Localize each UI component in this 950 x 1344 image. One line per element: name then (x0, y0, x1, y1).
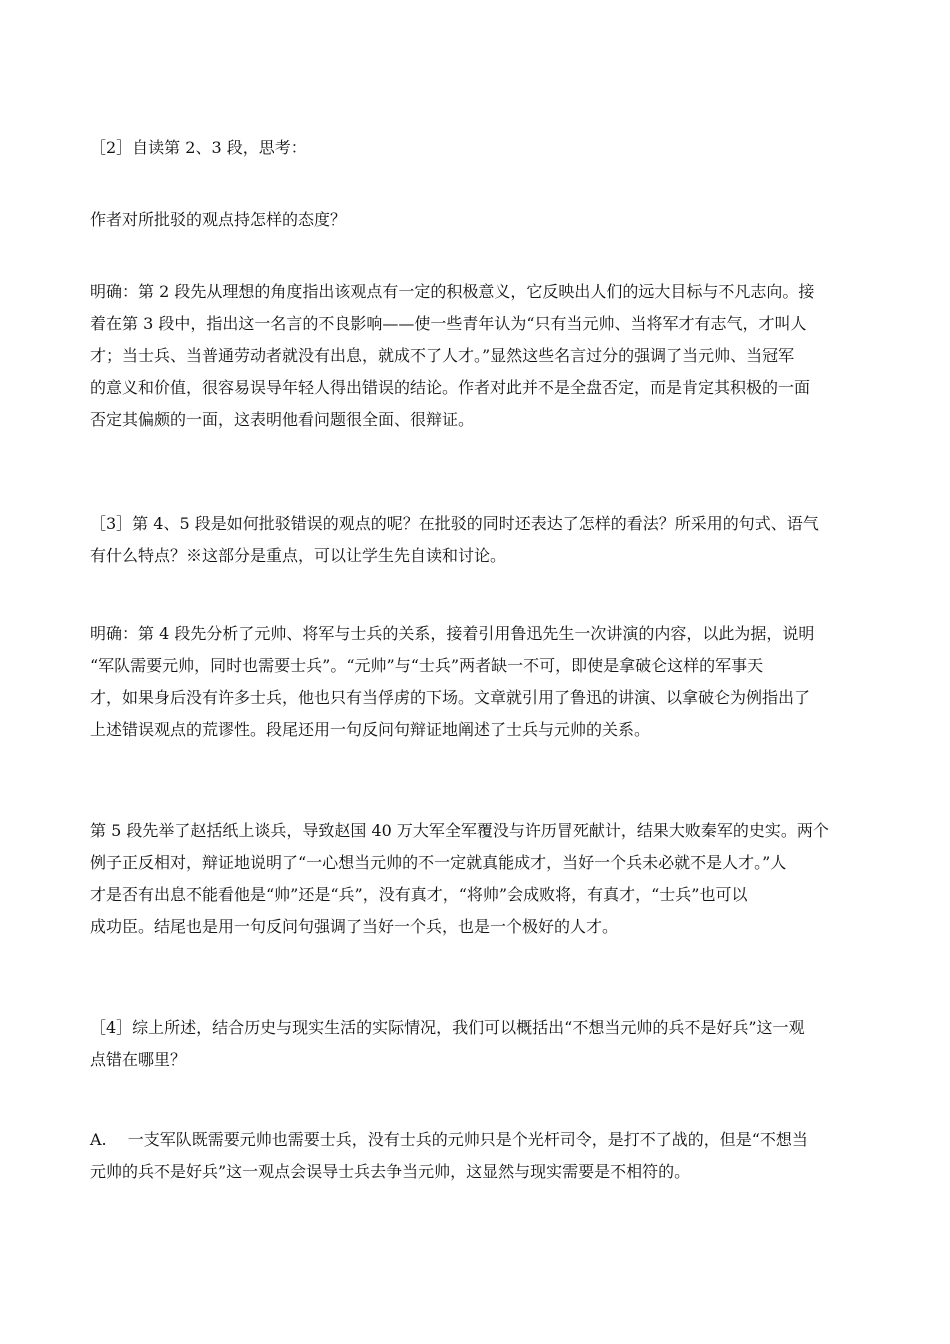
text-line: A. 一支军队既需要元帅也需要士兵，没有士兵的元帅只是个光杆司令，是打不了战的，但是“不想当 (90, 1130, 808, 1149)
text-line: ［2］自读第 2、3 段，思考： (90, 138, 307, 157)
question-3-prompt (90, 508, 862, 572)
text-line: 有什么特点？※这部分是重点，可以让学生先自读和讨论。 (90, 546, 507, 565)
text-line: 的意义和价值，很容易误导年轻人得出错误的结论。作者对此并不是全盘否定，而是肯定其积极的一面 (90, 378, 811, 397)
text-line: 明确：第 4 段先分析了元帅、将军与士兵的关系，接着引用鲁迅先生一次讲演的内容，以此为据，说明 (90, 624, 815, 643)
text-line: 第 5 段先举了赵括纸上谈兵，导致赵国 40 万大军全军覆没与许历冒死献计，结果大败秦军的史实。两个 (90, 821, 829, 840)
text-line: ［3］第 4、5 段是如何批驳错误的观点的呢？在批驳的同时还表达了怎样的看法？所采用的句式、语气 (90, 514, 819, 533)
text-line: 明确：第 2 段先从理想的角度指出该观点有一定的积极意义，它反映出人们的远大目标与不凡志向。接 (90, 282, 815, 301)
question-2-prompt (90, 132, 862, 164)
answer-3-paragraph-5 (90, 815, 862, 943)
answer-4-option-a (90, 1124, 862, 1188)
text-line: 才；当士兵、当普通劳动者就没有出息，就成不了人才。”显然这些名言过分的强调了当元帅、当冠军 (90, 346, 795, 365)
text-line: “军队需要元帅，同时也需要士兵”。“元帅”与“士兵”两者缺一不可，即使是拿破仑这样的军事天 (90, 656, 764, 675)
text-line: 否定其偏颇的一面，这表明他看问题很全面、很辩证。 (90, 410, 475, 429)
text-line: 例子正反相对，辩证地说明了“一心想当元帅的不一定就真能成才，当好一个兵未必就不是人才。”人 (90, 853, 787, 872)
question-2-sub-question (90, 204, 862, 236)
text-line: 作者对所批驳的观点持怎样的态度？ (90, 210, 347, 229)
text-line: 上述错误观点的荒谬性。段尾还用一句反问句辩证地阐述了士兵与元帅的关系。 (90, 720, 651, 739)
text-line: 点错在哪里？ (90, 1050, 187, 1069)
answer-3-paragraph-4 (90, 618, 862, 746)
text-line: ［4］综上所述，结合历史与现实生活的实际情况，我们可以概括出“不想当元帅的兵不是好兵”这一观 (90, 1018, 805, 1037)
text-line: 元帅的兵不是好兵”这一观点会误导士兵去争当元帅，这显然与现实需要是不相符的。 (90, 1162, 691, 1181)
question-4-prompt (90, 1012, 862, 1076)
text-line: 才，如果身后没有许多士兵，他也只有当俘虏的下场。文章就引用了鲁迅的讲演、以拿破仑为例指出了 (90, 688, 811, 707)
text-line: 才是否有出息不能看他是“帅”还是“兵”，没有真才，“将帅”会成败将，有真才，“士兵”也可以 (90, 885, 748, 904)
answer-2-paragraph (90, 276, 862, 436)
text-line: 成功臣。结尾也是用一句反问句强调了当好一个兵，也是一个极好的人才。 (90, 917, 619, 936)
text-line: 着在第 3 段中，指出这一名言的不良影响——使一些青年认为“只有当元帅、当将军才有志气，才叫人 (90, 314, 807, 333)
